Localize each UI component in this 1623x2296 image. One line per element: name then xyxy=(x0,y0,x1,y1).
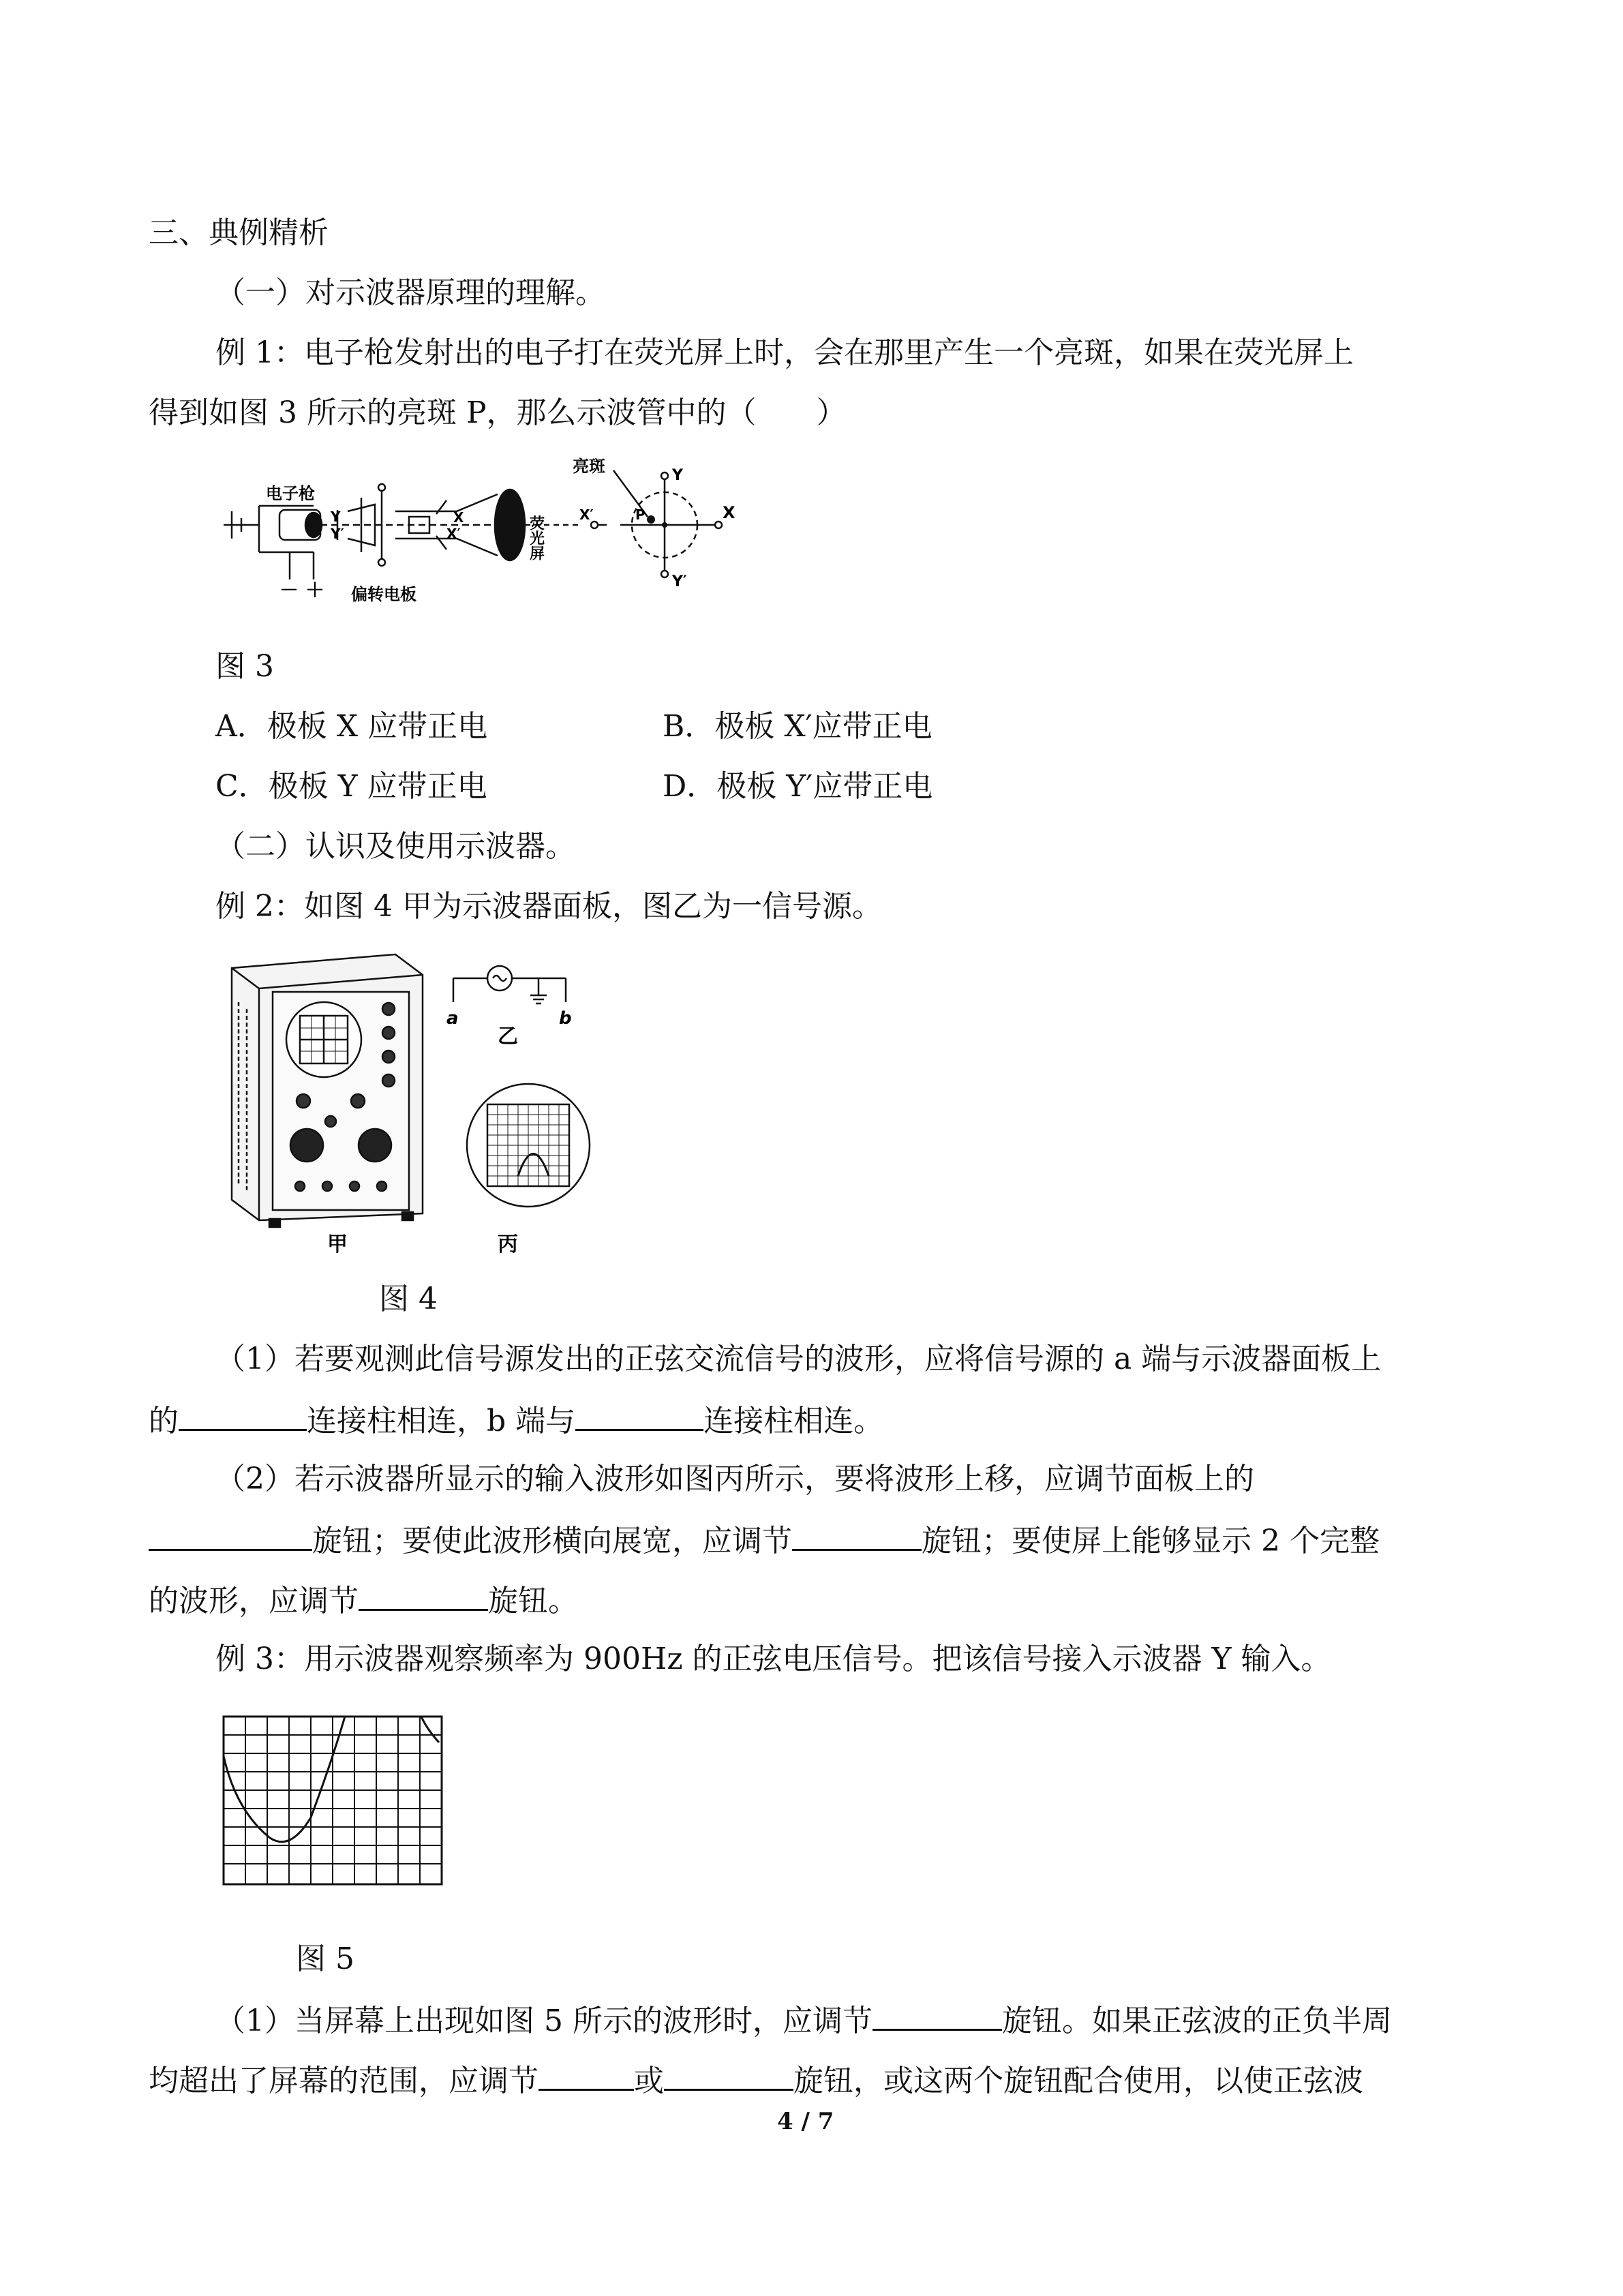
example-3: 例 3：用示波器观察频率为 900Hz 的正弦电压信号。把该信号接入示波器 Y 输入。 xyxy=(215,1642,1331,1676)
option-c: C．极板 Y 应带正电 xyxy=(215,769,487,804)
fig3-p-label: P xyxy=(635,507,646,523)
fig3-gun-label: 电子枪 xyxy=(266,484,315,503)
q2-line-3 xyxy=(149,1579,578,1622)
q1-line-1: （1）若要观测此信号源发出的正弦交流信号的波形，应将信号源的 a 端与示波器面板上 xyxy=(215,1342,1382,1376)
ex3-q1-line-2-part-a: 均超出了屏幕的范围，应调节 xyxy=(149,2064,539,2098)
option-d: D．极板 Y′应带正电 xyxy=(663,769,933,804)
fig3-yp-left: Y′ xyxy=(331,526,344,542)
example-1-line-1: 例 1：电子枪发射出的电子打在荧光屏上时，会在那里产生一个亮斑，如果在荧光屏上 xyxy=(215,335,1354,370)
page-number: 4 / 7 xyxy=(777,2108,834,2135)
fig4-a-label: a xyxy=(446,1008,459,1029)
option-a: A．极板 X 应带正电 xyxy=(215,709,488,744)
ex3-q1-line-1 xyxy=(215,1999,1392,2042)
fig4-b-label: b xyxy=(559,1008,572,1029)
q1-blank-2[interactable] xyxy=(575,1399,703,1431)
ex3-q1-line-1-part-a: （1）当屏幕上出现如图 5 所示的波形时，应调节 xyxy=(215,2004,873,2038)
q2-line-3-part-b: 旋钮。 xyxy=(488,1584,578,1618)
figure-4-caption: 图 4 xyxy=(379,1282,438,1316)
fig4-jia-label: 甲 xyxy=(327,1233,348,1256)
fig3-xp-right: X′ xyxy=(579,507,594,523)
q1-line-2-part-c: 连接柱相连。 xyxy=(703,1404,884,1438)
ex3-q1-line-2-part-c: 旋钮，或这两个旋钮配合使用，以使正弦波 xyxy=(793,2064,1363,2098)
q2-line-1: （2）若示波器所显示的输入波形如图丙所示，要将波形上移，应调节面板上的 xyxy=(215,1462,1254,1496)
q1-line-2-part-b: 连接柱相连，b 端与 xyxy=(307,1404,576,1438)
fig3-minus: － xyxy=(279,579,299,601)
ex3-blank-3[interactable] xyxy=(664,2059,793,2091)
example-2: 例 2：如图 4 甲为示波器面板，图乙为一信号源。 xyxy=(215,889,882,924)
subsection-1: （一）对示波器原理的理解。 xyxy=(215,275,605,310)
fig3-spot-label: 亮斑 xyxy=(573,457,605,476)
q2-line-2 xyxy=(149,1519,1380,1562)
subsection-2: （二）认识及使用示波器。 xyxy=(215,829,575,864)
fig3-x-right: X xyxy=(723,503,735,522)
fig3-screen-label: 荧光屏 xyxy=(527,515,545,560)
fig3-y-left: Y xyxy=(331,509,341,525)
fig4-bing-label: 丙 xyxy=(498,1233,518,1256)
fig3-xp-left: X′ xyxy=(446,526,461,542)
fig3-plates-label: 偏转电板 xyxy=(351,585,416,604)
ex3-blank-2[interactable] xyxy=(539,2059,634,2091)
fig3-yp-bottom: Y′ xyxy=(672,573,687,590)
fig4-yi-label: 乙 xyxy=(498,1025,518,1048)
ex3-q1-line-1-part-b: 旋钮。如果正弦波的正负半周 xyxy=(1001,2004,1392,2038)
q2-blank-2[interactable] xyxy=(792,1519,922,1551)
section-title: 三、典例精析 xyxy=(149,215,329,250)
q1-line-2-part-a: 的 xyxy=(149,1404,179,1438)
ex3-q1-line-2-part-b: 或 xyxy=(634,2064,664,2098)
q2-line-2-part-b: 旋钮；要使屏上能够显示 2 个完整 xyxy=(922,1524,1380,1558)
q2-blank-3[interactable] xyxy=(359,1579,488,1611)
figure-4-diagram xyxy=(218,948,600,1261)
figure-5-caption: 图 5 xyxy=(296,1942,354,1976)
q2-blank-1[interactable] xyxy=(149,1519,312,1551)
fig3-y-top: Y xyxy=(672,467,683,484)
q2-line-2-part-a: 旋钮；要使此波形横向展宽，应调节 xyxy=(312,1524,792,1558)
q1-blank-1[interactable] xyxy=(179,1399,307,1431)
ex3-blank-1[interactable] xyxy=(873,1999,1002,2031)
fig3-plus: ＋ xyxy=(305,579,325,601)
ex3-q1-line-2 xyxy=(149,2059,1363,2102)
figure-5-diagram xyxy=(222,1715,447,1888)
option-b: B．极板 X′应带正电 xyxy=(663,709,932,744)
figure-3-caption: 图 3 xyxy=(215,649,274,684)
q1-line-2 xyxy=(149,1399,883,1442)
q2-line-3-part-a: 的波形，应调节 xyxy=(149,1584,359,1618)
fig3-x-left: X xyxy=(453,509,464,526)
figure-3-diagram xyxy=(211,457,743,614)
example-1-line-2: 得到如图 3 所示的亮斑 P，那么示波管中的（ ） xyxy=(149,395,847,430)
